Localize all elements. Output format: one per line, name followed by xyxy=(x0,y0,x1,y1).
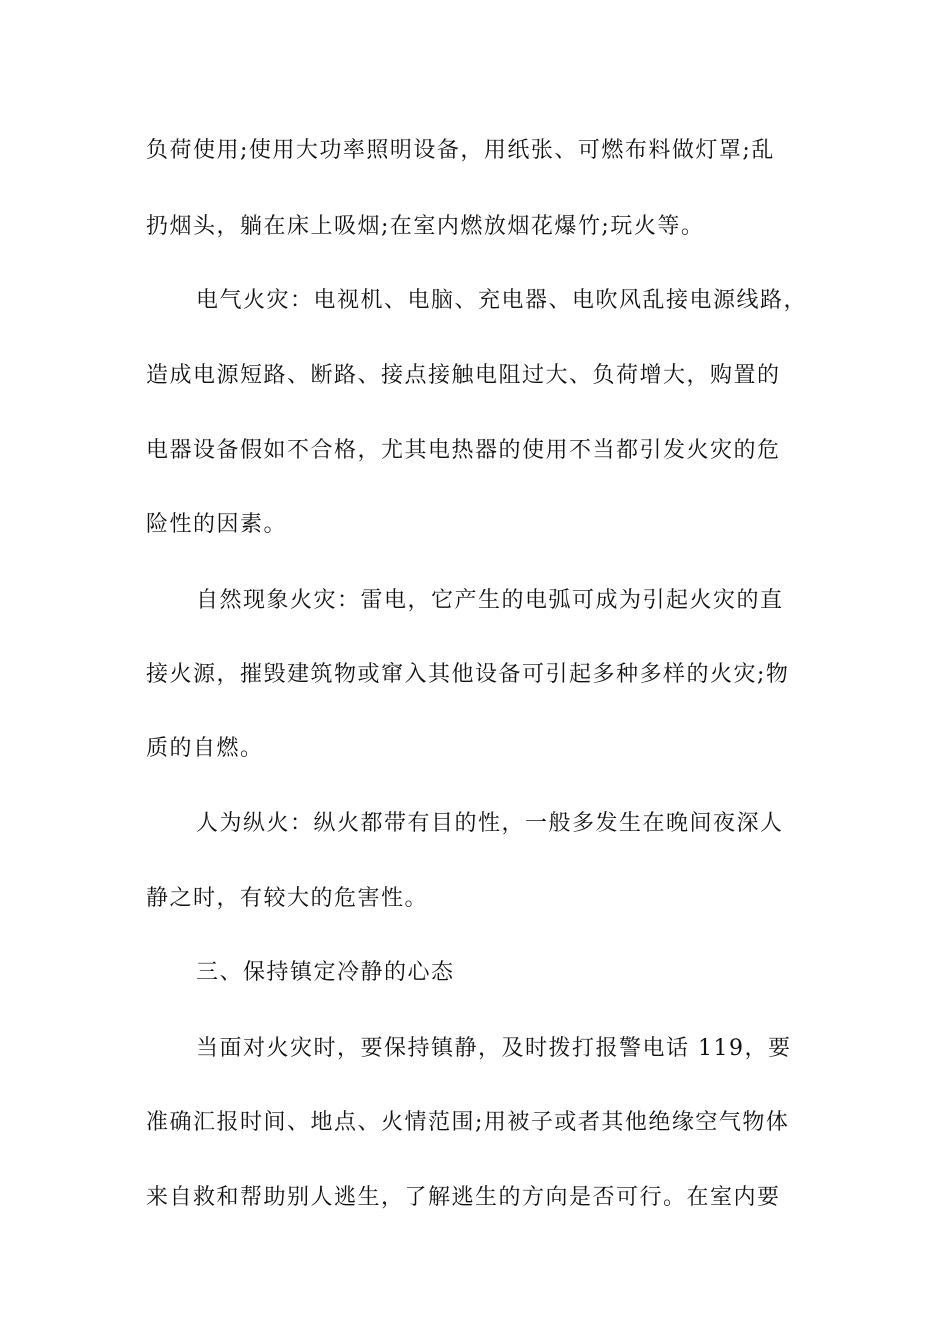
paragraph-line: 静之时，有较大的危害性。 xyxy=(146,886,429,911)
paragraph-line: 电器设备假如不合格，尤其电热器的使用不当都引发火灾的危 xyxy=(146,438,781,463)
paragraph-line: 人为纵火：纵火都带有目的性，一般多发生在晚间夜深人 xyxy=(196,811,784,836)
paragraph-line: 当面对火灾时，要保持镇静，及时拨打报警电话 119，要 xyxy=(196,1036,792,1061)
paragraph-line: 电气火灾：电视机、电脑、充电器、电吹风乱接电源线路， xyxy=(196,288,808,313)
paragraph-line: 来自救和帮助别人逃生，了解逃生的方向是否可行。在室内要 xyxy=(146,1185,781,1210)
section-heading: 三、保持镇定冷静的心态 xyxy=(196,960,455,985)
paragraph-line: 准确汇报时间、地点、火情范围;用被子或者其他绝缘空气物体 xyxy=(146,1110,790,1135)
paragraph-line: 扔烟头，躺在床上吸烟;在室内燃放烟花爆竹;玩火等。 xyxy=(146,214,705,239)
paragraph-line: 造成电源短路、断路、接点接触电阻过大、负荷增大，购置的 xyxy=(146,363,781,388)
paragraph-line: 负荷使用;使用大功率照明设备，用纸张、可燃布料做灯罩;乱 xyxy=(146,138,775,163)
paragraph-line: 自然现象火灾：雷电，它产生的电弧可成为引起火灾的直 xyxy=(196,588,784,613)
paragraph-line: 质的自燃。 xyxy=(146,736,264,761)
paragraph-line: 险性的因素。 xyxy=(146,512,288,537)
paragraph-line: 接火源，摧毁建筑物或窜入其他设备可引起多种多样的火灾;物 xyxy=(146,662,790,687)
